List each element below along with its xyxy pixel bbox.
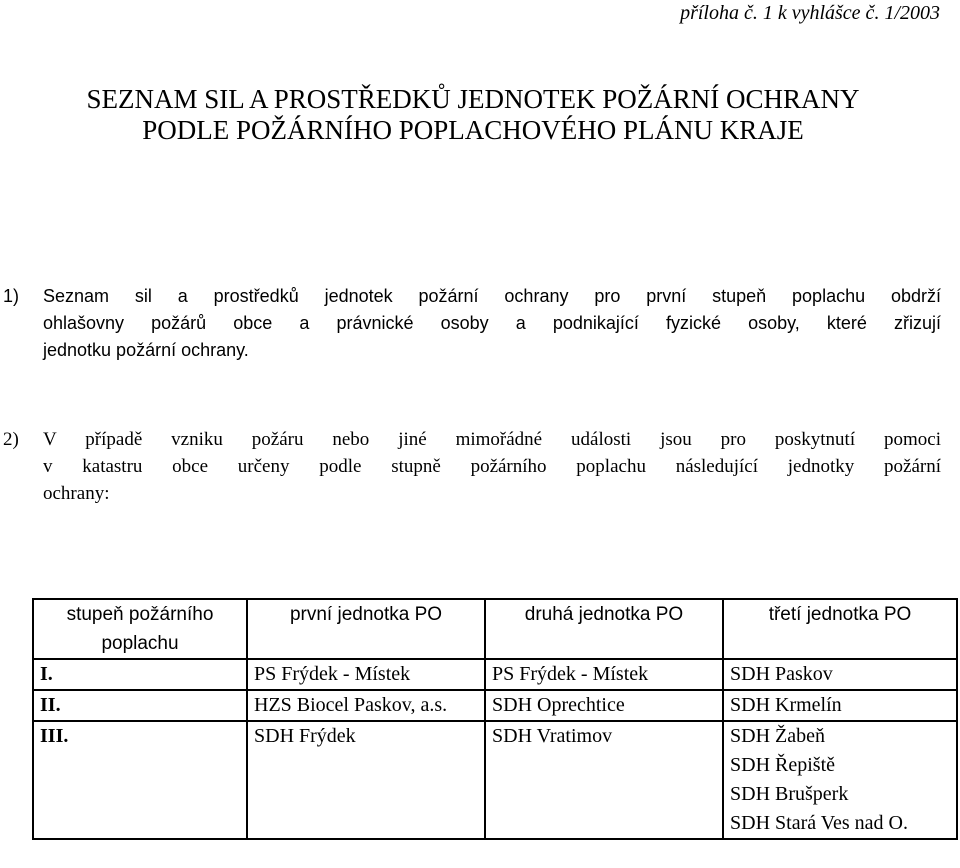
title-line-1: SEZNAM SIL A PROSTŘEDKŮ JEDNOTEK POŽÁRNÍ OCHRANY bbox=[86, 84, 860, 114]
table-row bbox=[33, 721, 957, 839]
row-second-unit: SDH Vratimov bbox=[485, 721, 723, 839]
title-line-2: PODLE POŽÁRNÍHO POPLACHOVÉHO PLÁNU KRAJE bbox=[142, 115, 804, 145]
section-1-line-2: ohlašovny požárů obce a právnické osoby a podnikající fyzické osoby, které zřizují bbox=[43, 313, 941, 333]
third-unit-item: SDH Krmelín bbox=[730, 694, 842, 716]
row-third-unit bbox=[723, 690, 957, 721]
section-1-line-1: 1) Seznam sil a prostředků jednotek požární ochrany pro první stupeň poplachu obdrží bbox=[3, 283, 941, 310]
row-first-unit: PS Frýdek - Místek bbox=[247, 659, 485, 690]
row-first-unit: HZS Biocel Paskov, a.s. bbox=[247, 690, 485, 721]
section-2-line-1: 2) V případě vzniku požáru nebo jiné mimořádné události jsou pro poskytnutí pomoci bbox=[3, 426, 941, 453]
row-second-unit: SDH Oprechtice bbox=[485, 690, 723, 721]
section-1-number: 1) bbox=[3, 286, 20, 306]
header-alarm-level: stupeň požárního poplachu bbox=[33, 599, 247, 659]
section-2-line-3: ochrany: bbox=[43, 483, 110, 504]
header-third-unit: třetí jednotka PO bbox=[723, 599, 957, 659]
section-2-line-2: v katastru obce určeny podle stupně požárního poplachu následující jednotky požární bbox=[43, 456, 941, 477]
row-second-unit: PS Frýdek - Místek bbox=[485, 659, 723, 690]
row-level: III. bbox=[33, 721, 247, 839]
table-row bbox=[33, 690, 957, 721]
header-second-unit: druhá jednotka PO bbox=[485, 599, 723, 659]
section-2-number: 2) bbox=[3, 429, 19, 450]
third-unit-item: SDH Stará Ves nad O. bbox=[730, 812, 908, 834]
table-header-row bbox=[33, 599, 957, 659]
document-title bbox=[8, 84, 938, 146]
row-level: I. bbox=[33, 659, 247, 690]
section-2 bbox=[3, 426, 941, 507]
section-1-line-3: jednotku požární ochrany. bbox=[43, 340, 249, 360]
row-first-unit: SDH Frýdek bbox=[247, 721, 485, 839]
third-unit-item: SDH Žabeň bbox=[730, 725, 825, 747]
third-unit-item: SDH Brušperk bbox=[730, 783, 849, 805]
header-first-unit: první jednotka PO bbox=[247, 599, 485, 659]
row-level: II. bbox=[33, 690, 247, 721]
row-third-unit bbox=[723, 721, 957, 839]
fire-units-table bbox=[32, 598, 958, 840]
section-1 bbox=[3, 283, 941, 364]
third-unit-item: SDH Paskov bbox=[730, 663, 833, 685]
annex-note: příloha č. 1 k vyhlášce č. 1/2003 bbox=[680, 2, 940, 24]
table-row bbox=[33, 659, 957, 690]
third-unit-item: SDH Řepiště bbox=[730, 754, 835, 776]
row-third-unit bbox=[723, 659, 957, 690]
